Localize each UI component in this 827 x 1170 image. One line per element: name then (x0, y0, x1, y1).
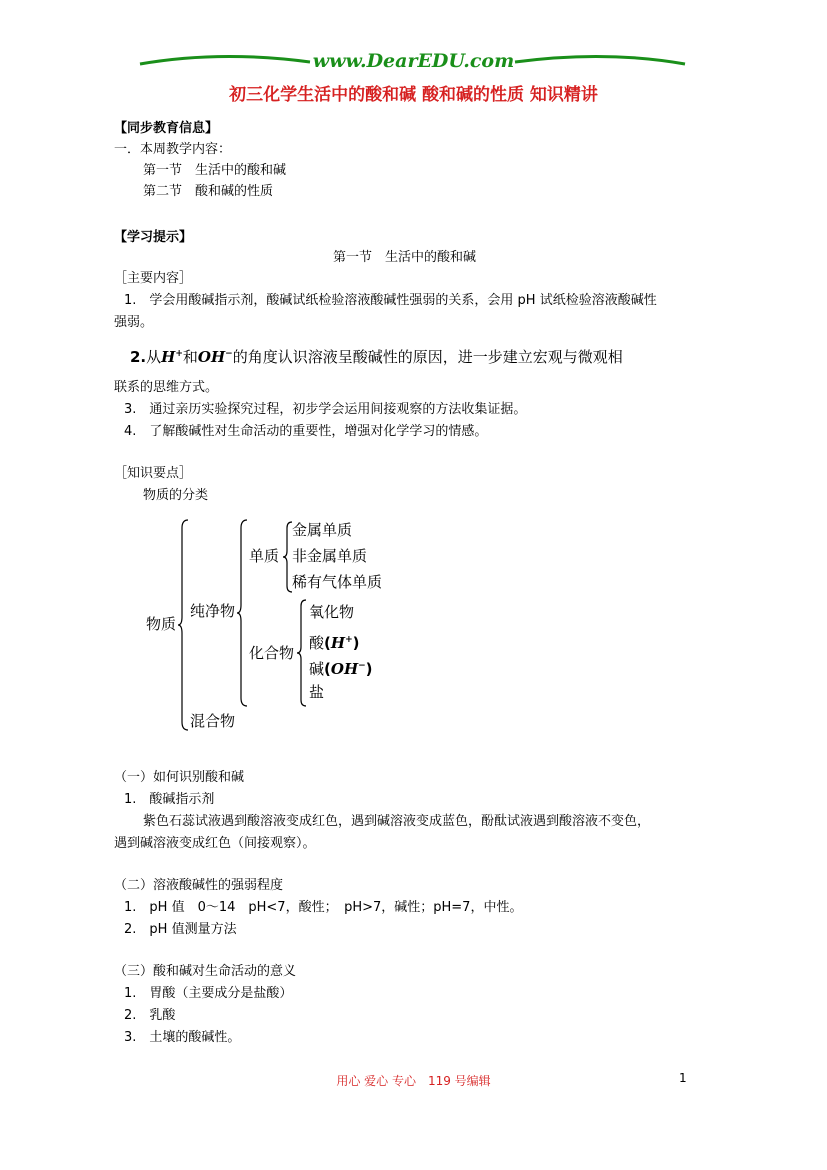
part1-heading: （一）如何识别酸和碱 (114, 770, 245, 785)
page-title: 初三化学生活中的酸和碱 酸和碱的性质 知识精讲 (229, 85, 598, 105)
part2-heading: （二）溶液酸碱性的强弱程度 (114, 878, 284, 893)
brace-compound (297, 600, 309, 706)
tree-compound: 化合物 (249, 644, 295, 662)
tree-base: 碱(OH−) (309, 660, 373, 678)
h-charge: + (175, 349, 183, 359)
tree-acid-ion: H (330, 634, 346, 652)
part3-heading: （三）酸和碱对生命活动的意义 (114, 964, 297, 979)
tree-metal: 金属单质 (292, 521, 353, 539)
part1-body-line2: 遇到碱溶液变成红色（间接观察）。 (114, 836, 316, 851)
tree-mixture: 混合物 (190, 712, 236, 730)
tree-oxide: 氧化物 (309, 603, 355, 621)
h-ion: H (161, 348, 176, 366)
part1-body-line1: 紫色石蕊试液遇到酸溶液变成红色，遇到碱溶液变成蓝色，酚酞试液遇到酸溶液不变色， (143, 814, 651, 829)
tree-nonmetal: 非金属单质 (292, 547, 368, 565)
page-number: 1 (679, 1071, 687, 1085)
tree-noble: 稀有气体单质 (292, 573, 383, 591)
study-tips-heading: 【学习提示】 (114, 230, 193, 245)
tree-element: 单质 (249, 547, 280, 565)
main-content-label: ［主要内容］ (114, 271, 193, 286)
part2-item1: 1. pH 值 0～14 pH<7，酸性； pH>7，碱性；pH=7，中性。 (124, 900, 523, 915)
tip-item-1: 1. 学会用酸碱指示剂，酸碱试纸检验溶液酸碱性强弱的关系，会用 pH 试纸检验溶液酸碱性 (124, 293, 657, 308)
tree-base-ion: OH (330, 660, 359, 678)
knowledge-label: ［知识要点］ (114, 466, 193, 481)
tip-item-2-rest: 的角度认识溶液呈酸碱性的原因，进一步建立宏观与微观相 (232, 348, 623, 366)
oh-charge: − (225, 349, 233, 359)
tree-acid-charge: + (345, 635, 353, 645)
tree-acid-label: 酸 (309, 634, 325, 652)
site-name: www.DearEDU.com (312, 50, 515, 72)
classify-title: 物质的分类 (143, 488, 209, 503)
part3-item1: 1. 胃酸（主要成分是盐酸） (124, 986, 293, 1001)
part1-item1: 1. 酸碱指示剂 (124, 792, 215, 807)
tip-item-1-cont: 强弱。 (114, 315, 154, 330)
tree-salt: 盐 (309, 683, 325, 701)
tree-root: 物质 (146, 615, 177, 633)
tip-item-4: 4. 了解酸碱性对生命活动的重要性，增强对化学学习的情感。 (124, 424, 488, 439)
tree-base-charge: − (358, 661, 366, 671)
tip-item-2-cont: 联系的思维方式。 (114, 380, 219, 395)
brace-root (178, 520, 192, 730)
section-title: 第一节 生活中的酸和碱 (333, 250, 477, 265)
tip-item-2-num: 2. (130, 348, 147, 366)
sync-info-heading: 【同步教育信息】 (114, 121, 219, 136)
part3-item2: 2. 乳酸 (124, 1008, 176, 1023)
section2-item: 第二节 酸和碱的性质 (143, 184, 274, 199)
tree-base-label: 碱 (309, 660, 325, 678)
tip-item-2-and: 和 (182, 348, 198, 366)
tip-item-3: 3. 通过亲历实验探究过程，初步学会运用间接观察的方法收集证据。 (124, 402, 527, 417)
section1-item: 第一节 生活中的酸和碱 (143, 163, 287, 178)
tree-acid: 酸(H+) (309, 634, 360, 652)
part2-item2: 2. pH 值测量方法 (124, 922, 237, 937)
part3-item3: 3. 土壤的酸碱性。 (124, 1030, 241, 1045)
tree-pure: 纯净物 (190, 602, 236, 620)
tip-item-2 (130, 346, 623, 367)
tip-item-2-from: 从 (146, 348, 162, 366)
week-content-label: 一．本周教学内容： (114, 142, 232, 157)
footer-text: 用心 爱心 专心 119 号编辑 (336, 1074, 491, 1088)
oh-ion: OH (197, 348, 226, 366)
